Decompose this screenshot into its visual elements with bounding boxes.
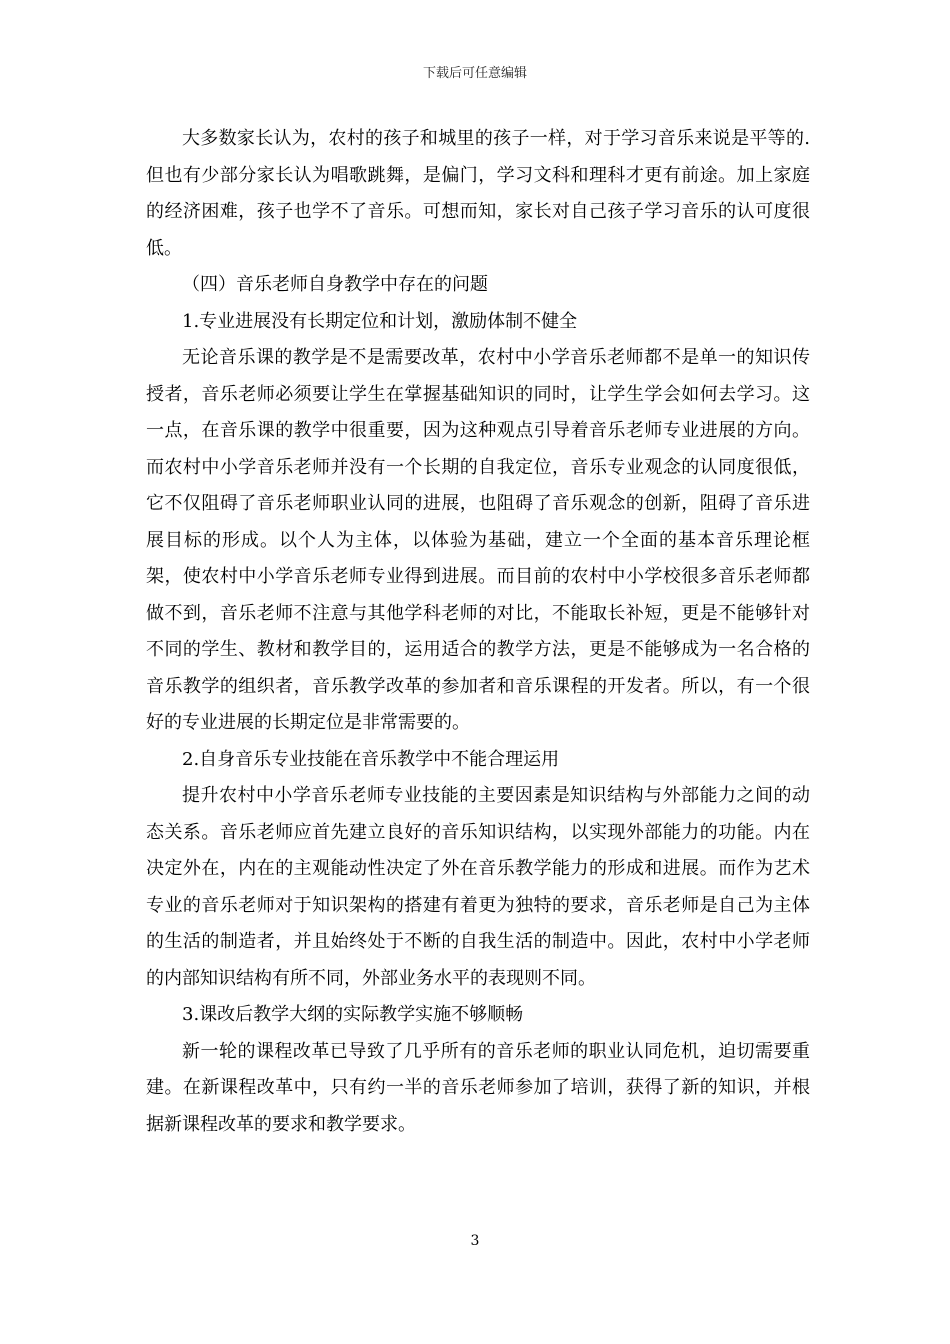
section-heading-teacher-problems: （四）音乐老师自身教学中存在的问题 [182, 274, 488, 295]
page-header: 下载后可任意编辑 [422, 66, 527, 81]
page-number: 3 [470, 1233, 480, 1249]
paragraph-professional-development: 无论音乐课的教学是不是需要改革，农村中小学音乐老师都不是单一的知识传授者，音乐老师必须要让学生在掌握基础知识的同时，让学生学会如何去学习。这一点，在音乐课的教学中很重要，因为这种观点引导着音乐老师专业进展的方向。而农村中小学音乐老师并没有一个长期的自我定位，音乐专业观念的认同度很低，它不仅阻碍了音乐老师职业认同的进展，也阻碍了音乐观念的创新，阻碍了音乐进展目标的形成。以个人为主体，以体验为基础，建立一个全面的基本音乐理论框架，使农村中小学音乐老师专业得到进展。而目前的农村中小学校很多音乐老师都做不到，音乐老师不注意与其他学科老师的对比，不能取长补短，更是不能够针对不同的学生、教材和教学目的，运用适合的教学方法，更是不能够成为一名合格的音乐教学的组织者，音乐教学改革的参加者和音乐课程的开发者。所以，有一个很好的专业进展的长期定位是非常需要的。 [146, 347, 810, 733]
paragraph-professional-skills: 提升农村中小学音乐老师专业技能的主要因素是知识结构与外部能力之间的动态关系。音乐老师应首先建立良好的音乐知识结构，以实现外部能力的功能。内在决定外在，内在的主观能动性决定了外在音乐教学能力的形成和进展。而作为艺术专业的音乐老师对于知识架构的搭建有着更为独特的要求，音乐老师是自己为主体的生活的制造者，并且始终处于不断的自我生活的制造中。因此，农村中小学老师的内部知识结构有所不同，外部业务水平的表现则不同。 [146, 785, 810, 989]
subheading-professional-skills: 2.自身音乐专业技能在音乐教学中不能合理运用 [182, 748, 560, 770]
document-body [146, 121, 810, 1143]
paragraph-parents-attitude: 大多数家长认为，农村的孩子和城里的孩子一样，对于学习音乐来说是平等的.但也有少部分家长认为唱歌跳舞，是偏门，学习文科和理科才更有前途。加上家庭的经济困难，孩子也学不了音乐。可想而知，家长对自己孩子学习音乐的认可度很低。 [146, 128, 810, 259]
paragraph-curriculum-reform: 新一轮的课程改革已导致了几乎所有的音乐老师的职业认同危机，迫切需要重建。在新课程改革中，只有约一半的音乐老师参加了培训，获得了新的知识，并根据新课程改革的要求和教学要求。 [146, 1040, 810, 1135]
subheading-professional-development: 1.专业进展没有长期定位和计划，激励体制不健全 [182, 310, 578, 332]
subheading-curriculum-reform: 3.课改后教学大纲的实际教学实施不够顺畅 [182, 1004, 524, 1025]
